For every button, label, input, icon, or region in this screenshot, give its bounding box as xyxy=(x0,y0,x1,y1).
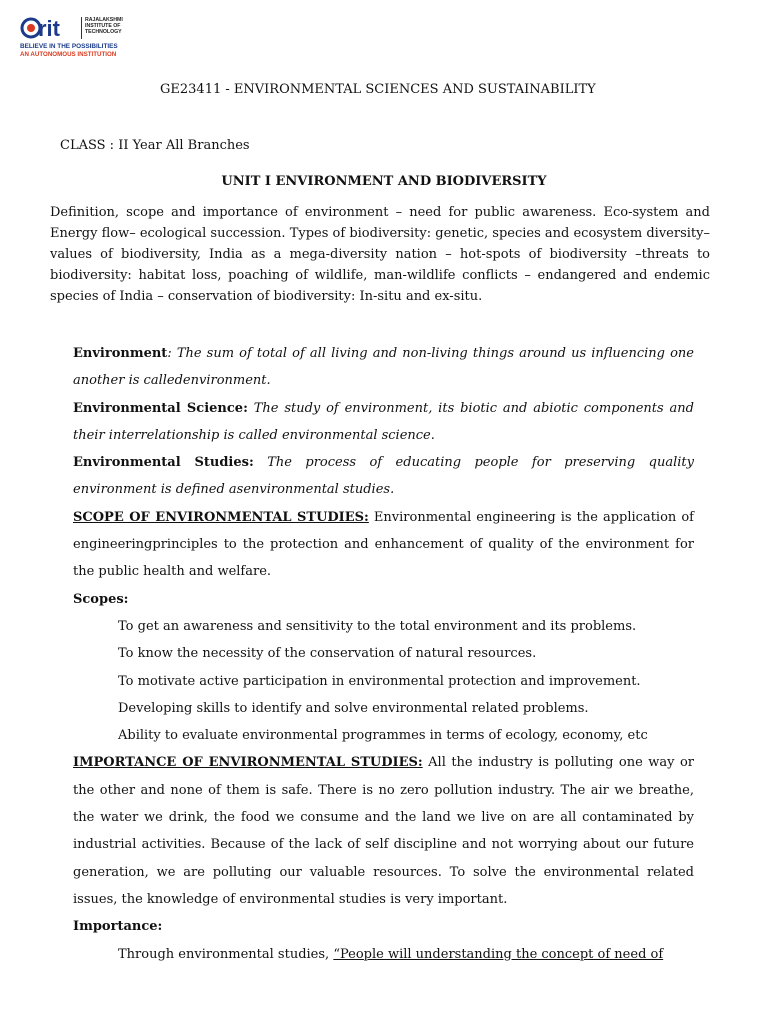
list-item: To know the necessity of the conservation of natural resources. xyxy=(118,646,537,662)
document-body xyxy=(73,340,694,968)
list-item: Ability to evaluate environmental programmes in terms of ecology, economy, etc xyxy=(118,728,648,744)
importance-last-line: Through environmental studies, “People will understanding the concept of need of xyxy=(118,946,664,962)
importance-paragraph: IMPORTANCE OF ENVIRONMENTAL STUDIES: All the industry is polluting one way or the other and none of them is safe. There is no zero pollution industry. The air we breathe, the water we drink, the food we consume and the land we live on are all contaminated by industrial activities. Because of the lack of self discipline and not worrying about our future generation, we are polluting our valuable resources. To solve the environmental related issues, the knowledge of environmental studies is very important. xyxy=(73,755,695,907)
course-title: GE23411 - ENVIRONMENTAL SCIENCES AND SUSTAINABILITY xyxy=(160,82,596,97)
list-item: To get an awareness and sensitivity to the total environment and its problems. xyxy=(118,618,637,634)
definition-environment: Environment: The sum of total of all living and non-living things around us influencing one another is calledenvironment. xyxy=(73,346,694,389)
class-line: CLASS : II Year All Branches xyxy=(60,138,250,153)
list-item: Developing skills to identify and solve environmental related problems. xyxy=(118,700,589,716)
scope-paragraph: SCOPE OF ENVIRONMENTAL STUDIES: Environmental engineering is the application of engineeringprinciples to the protection and enhancement of quality of the environment for the public health and welfare. xyxy=(73,509,694,580)
scope-heading: SCOPE OF ENVIRONMENTAL STUDIES: xyxy=(73,509,369,525)
logo-tagline: BELIEVE IN THE POSSIBILITIES xyxy=(20,43,118,50)
rit-logo-mark xyxy=(20,14,80,42)
definition-environmental-studies: Environmental Studies: The process of educating people for preserving quality environment is defined asenvironmental studies. xyxy=(73,455,694,498)
logo-mark-text: rit xyxy=(38,16,60,41)
importance-label: Importance: xyxy=(73,919,163,935)
logo-institute-name: RAJALAKSHMI INSTITUTE OF TECHNOLOGY xyxy=(81,17,135,39)
syllabus-paragraph: Definition, scope and importance of environment – need for public awareness. Eco-system and Energy flow– ecological succession. Types of biodiversity: genetic, species and ecosystem diversity– values of biodiversity, India as a mega-diversity nation – hot-spots of biodiversity –threats to biodiversity: habitat loss, poaching of wildlife, man-wildlife conflicts – endangered and endemic species of India – conservation of biodiversity: In-situ and ex-situ. xyxy=(50,205,710,304)
list-item: To motivate active participation in environmental protection and improvement. xyxy=(118,673,641,689)
definition-environmental-science: Environmental Science: The study of environment, its biotic and abiotic components and their interrelationship is called environmental science. xyxy=(73,400,694,443)
unit-title: UNIT I ENVIRONMENT AND BIODIVERSITY xyxy=(221,174,547,189)
scopes-label: Scopes: xyxy=(73,591,129,607)
importance-heading: IMPORTANCE OF ENVIRONMENTAL STUDIES: xyxy=(73,755,423,771)
institution-logo xyxy=(20,14,160,62)
logo-subtagline: AN AUTONOMOUS INSTITUTION xyxy=(20,51,117,58)
